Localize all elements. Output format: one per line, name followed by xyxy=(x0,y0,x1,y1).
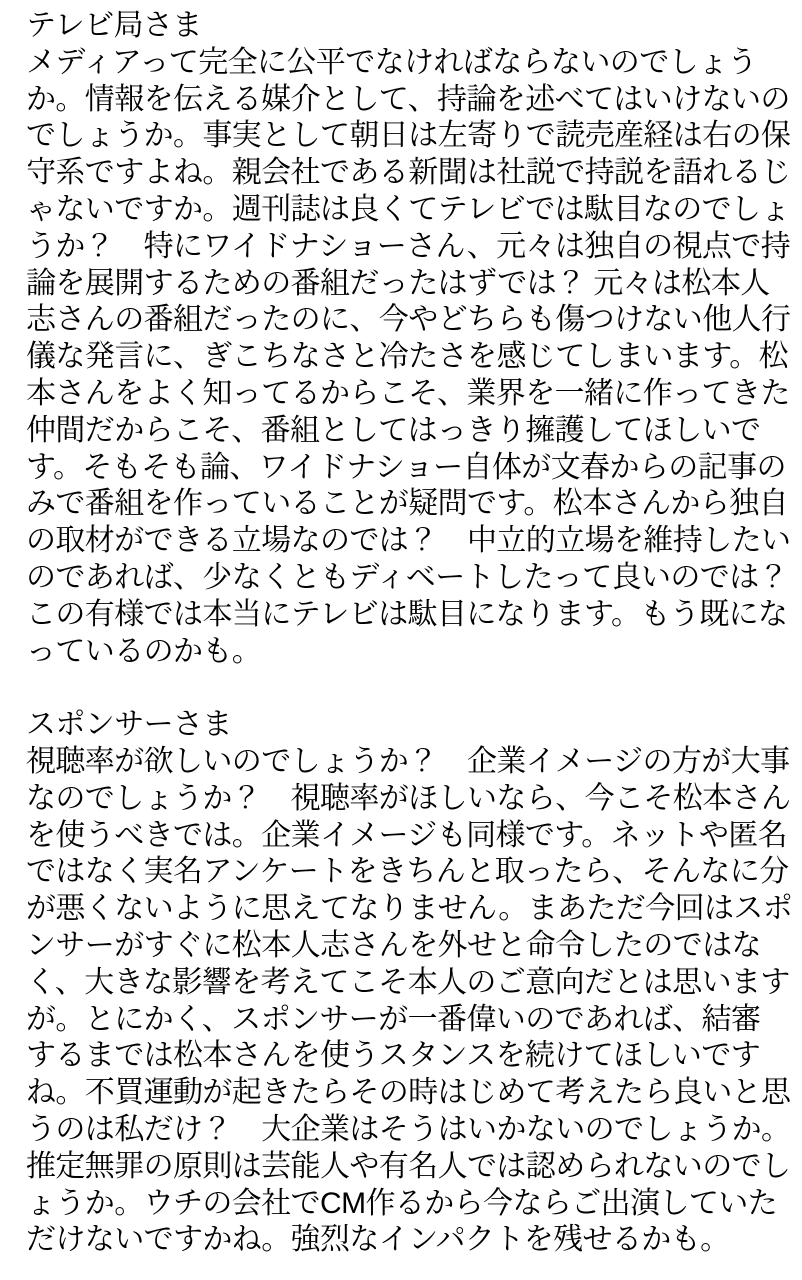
text-line: く、大きな影響を考えてこそ本人のご意向だとは思います xyxy=(26,965,790,999)
section-heading: テレビ局さま xyxy=(26,9,202,42)
text-line: ょうか。ウチの会社でCM作るから今ならご出演していた xyxy=(26,1186,778,1220)
text-line: この有様では本当にテレビは駄目になります。もう既にな xyxy=(26,597,788,631)
text-line: か。情報を伝える媒介として、持論を述べてはいけないの xyxy=(26,82,790,116)
text-line: が。とにかく、スポンサーが一番偉いのであれば、結審 xyxy=(26,1002,761,1036)
text-line: 仲間だからこそ、番組としてはっきり擁護してほしいで xyxy=(26,413,761,447)
text-line: みで番組を作っていることが疑問です。松本さんから独自 xyxy=(26,487,788,521)
text-line: うか？ 特にワイドナショーさん、元々は独自の視点で持 xyxy=(26,229,791,263)
text-line: 志さんの番組だったのに、今やどちらも傷つけない他人行 xyxy=(26,303,791,337)
text-line: の取材ができる立場なのでは？ 中立的立場を維持したい xyxy=(26,524,791,558)
text-line: のであれば、少なくともディベートしたって良いのでは？ xyxy=(26,560,788,594)
text-line: を使うべきでは。企業イメージも同様です。ネットや匿名 xyxy=(26,818,788,852)
section-heading: スポンサーさま xyxy=(26,708,232,742)
text-line: メディアって完全に公平でなければならないのでしょう xyxy=(26,45,757,79)
text-line: でしょうか。事実として朝日は左寄りで読売産経は右の保 xyxy=(26,119,791,153)
text-line: ンサーがすぐに松本人志さんを外せと命令したのではな xyxy=(26,928,761,962)
text-line: 論を展開するための番組だったはずでは？ 元々は松本人 xyxy=(26,266,770,300)
letter-section-tv-station xyxy=(26,8,798,670)
text-line: なのでしょうか？ 視聴率がほしいなら、今こそ松本さん xyxy=(26,781,791,815)
text-line: す。そもそも論、ワイドナショー自体が文春からの記事の xyxy=(26,450,786,484)
text-line: っているのかも。 xyxy=(26,634,262,668)
text-line: うのは私だけ？ 大企業はそうはいかないのでしょうか。 xyxy=(26,1112,791,1146)
text-line: だけないですかね。強烈なインパクトを残せるかも。 xyxy=(26,1223,730,1257)
text-line: 視聴率が欲しいのでしょうか？ 企業イメージの方が大事 xyxy=(26,744,790,778)
text-line: するまでは松本さんを使うスタンスを続けてほしいです xyxy=(26,1039,761,1073)
text-line: 推定無罪の原則は芸能人や有名人では認められないのでし xyxy=(26,1149,791,1183)
text-line: 儀な発言に、ぎこちなさと冷たさを感じてしまいます。松 xyxy=(26,340,788,374)
text-line: が悪くないように思えてなりません。まあただ今回はスポ xyxy=(26,892,793,926)
text-line: ね。不買運動が起きたらその時はじめて考えたら良いと思 xyxy=(26,1076,791,1110)
text-line: ゃないですか。週刊誌は良くてテレビでは駄目なのでしょ xyxy=(26,192,790,226)
text-line: 本さんをよく知ってるからこそ、業界を一緒に作ってきた xyxy=(26,376,790,410)
letter-section-sponsor xyxy=(26,707,798,1259)
text-line: ではなく実名アンケートをきちんと取ったら、そんなに分 xyxy=(26,855,789,889)
text-line: 守系ですよね。親会社である新聞は社説で持説を語れるじ xyxy=(26,156,791,190)
